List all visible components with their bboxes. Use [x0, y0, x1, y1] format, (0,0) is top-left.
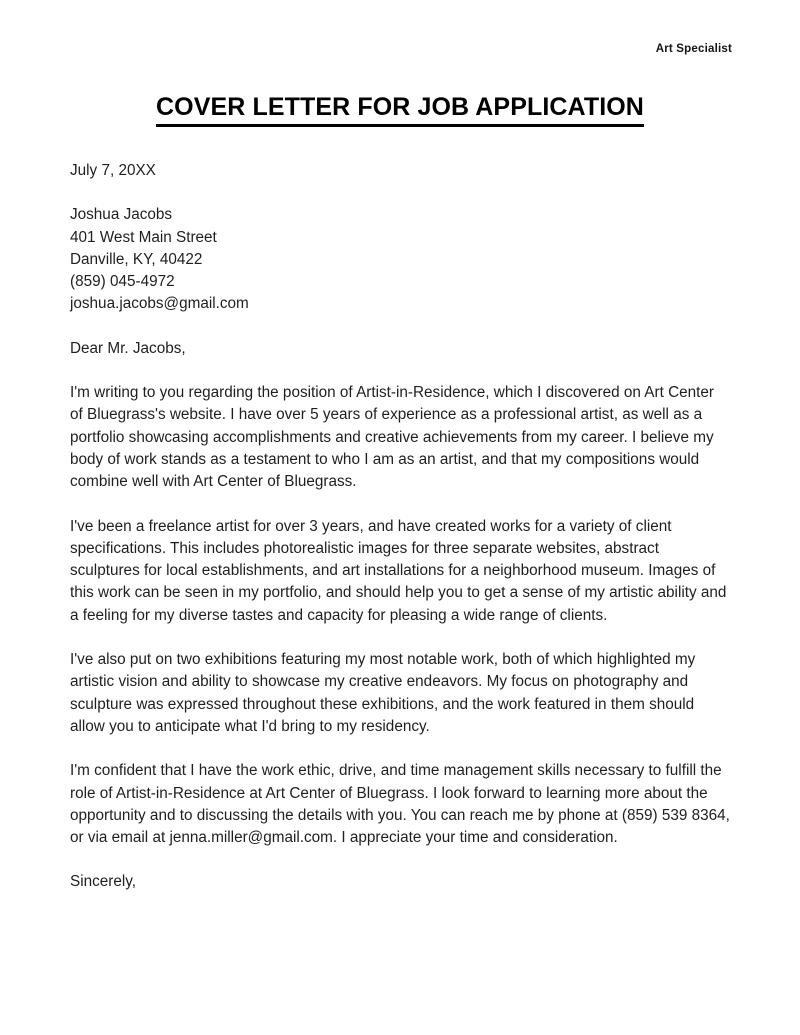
- page-title: [0, 94, 800, 127]
- recipient-name: Joshua Jacobs: [70, 206, 173, 224]
- letter-closing: Sincerely,: [70, 873, 137, 891]
- recipient-phone: (859) 045-4972: [70, 273, 175, 291]
- page-title-text: COVER LETTER FOR JOB APPLICATION: [156, 94, 644, 127]
- letter-paragraph-2: I've been a freelance artist for over 3 years, and have created works for a variety of client specifications. This includes photorealistic images for three separate websites, abstract sculptures for local establishments, and art installations for a neighborhood museum. Images of this work can be seen in my portfolio, and should help you to get a sense of my artistic ability and a feeling for my diverse tastes and capacity for pleasing a wide range of clients.: [70, 517, 727, 624]
- letter-paragraph-4: I'm confident that I have the work ethic, drive, and time management skills necessary to fulfill the role of Artist-in-Residence at Art Center of Bluegrass. I look forward to learning more about the opportunity and to discussing the details with you. You can reach me by phone at (859) 539 8364, or via email at jenna.miller@gmail.com. I appreciate your time and consideration.: [70, 762, 730, 847]
- recipient-address-block: [70, 204, 730, 315]
- letter-date: July 7, 20XX: [70, 162, 156, 179]
- letter-salutation: Dear Mr. Jacobs,: [70, 339, 186, 357]
- recipient-city-state-zip: Danville, KY, 40422: [70, 250, 203, 268]
- letter-body: [70, 160, 730, 894]
- recipient-street: 401 West Main Street: [70, 228, 217, 246]
- letter-paragraph-3: I've also put on two exhibitions featuring my most notable work, both of which highlighted my artistic vision and ability to showcase my creative endeavors. My focus on photography and sculpture was expressed throughout these exhibitions, and the work featured in them should allow you to anticipate what I'd bring to my residency.: [70, 651, 696, 735]
- recipient-email: joshua.jacobs@gmail.com: [70, 295, 249, 313]
- document-header-label: Art Specialist: [655, 43, 732, 55]
- letter-paragraph-1: I'm writing to you regarding the position of Artist-in-Residence, which I discovered on Art Center of Bluegrass's website. I have over 5 years of experience as a professional artist, as well as a portfolio showcasing accomplishments and creative achievements from my career. I believe my body of work stands as a testament to who I am as an artist, and that my compositions would combine well with Art Center of Bluegrass.: [70, 384, 715, 491]
